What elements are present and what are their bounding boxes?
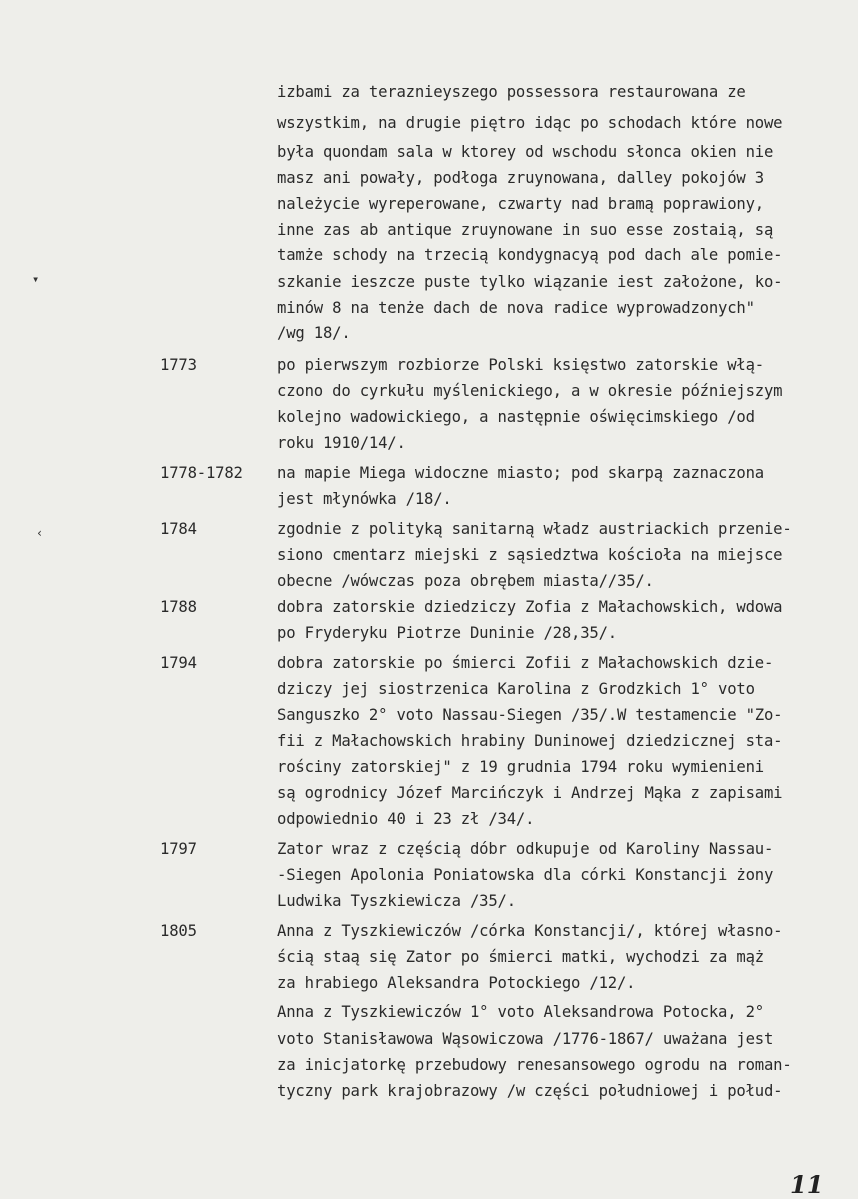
text-line: za hrabiego Aleksandra Potockiego /12/. <box>277 974 636 992</box>
text-line: Zator wraz z częścią dóbr odkupuje od Karoliny Nassau- <box>277 840 774 858</box>
text-line: inne zas ab antique zruynowane in suo esse zostaią, są <box>277 221 774 239</box>
entry-year: 1794 <box>160 654 197 672</box>
text-line: tyczny park krajobrazowy /w części południowej i połud- <box>277 1082 783 1100</box>
text-line: dziczy jej siostrzenica Karolina z Grodzkich 1° voto <box>277 680 755 698</box>
entry-year: 1773 <box>160 356 197 374</box>
entry-year: 1788 <box>160 598 197 616</box>
text-line: po Fryderyku Piotrze Duninie /28,35/. <box>277 624 617 642</box>
entry-year: 1778-1782 <box>160 464 243 482</box>
text-line: zgodnie z polityką sanitarną władz austriackich przenie- <box>277 520 792 538</box>
text-line: po pierwszym rozbiorze Polski księstwo zatorskie włą- <box>277 356 764 374</box>
text-line: kolejno wadowickiego, a następnie oświęcimskiego /od <box>277 408 755 426</box>
margin-mark: ‹ <box>36 526 44 540</box>
entry-year: 1797 <box>160 840 197 858</box>
text-line: wszystkim, na drugie piętro idąc po schodach które nowe <box>277 114 783 132</box>
text-line: -Siegen Apolonia Poniatowska dla córki Konstancji żony <box>277 866 774 884</box>
text-line: są ogrodnicy Józef Marcińczyk i Andrzej Mąka z zapisami <box>277 784 783 802</box>
text-line: masz ani powały, podłoga zruynowana, dalley pokojów 3 <box>277 169 764 187</box>
text-line: Anna z Tyszkiewiczów /córka Konstancji/, której własno- <box>277 922 783 940</box>
text-line: voto Stanisławowa Wąsowiczowa /1776-1867/ uważana jest <box>277 1030 774 1048</box>
text-line: obecne /wówczas poza obrębem miasta//35/. <box>277 572 654 590</box>
text-line: siono cmentarz miejski z sąsiedztwa kościoła na miejsce <box>277 546 783 564</box>
text-line: minów 8 na tenże dach de nova radice wyprowadzonych" <box>277 299 755 317</box>
margin-mark: ▾ <box>32 272 40 286</box>
text-line: za inicjatorkę przebudowy renesansowego ogrodu na roman- <box>277 1056 792 1074</box>
text-line: roku 1910/14/. <box>277 434 406 452</box>
text-line: /wg 18/. <box>277 324 351 342</box>
text-line: tamże schody na trzecią kondygnacyą pod dach ale pomie- <box>277 246 783 264</box>
text-line: fii z Małachowskich hrabiny Duninowej dziedzicznej sta- <box>277 732 783 750</box>
text-line: na mapie Miega widoczne miasto; pod skarpą zaznaczona <box>277 464 764 482</box>
page-number: 11 <box>790 1170 824 1199</box>
text-line: należycie wyreperowane, czwarty nad bramą poprawiony, <box>277 195 764 213</box>
text-line: dobra zatorskie dziedziczy Zofia z Małachowskich, wdowa <box>277 598 783 616</box>
entry-year: 1784 <box>160 520 197 538</box>
text-line: ścią staą się Zator po śmierci matki, wychodzi za mąż <box>277 948 764 966</box>
text-line: Anna z Tyszkiewiczów 1° voto Aleksandrowa Potocka, 2° <box>277 1003 764 1021</box>
text-line: szkanie ieszcze puste tylko wiązanie iest założone, ko- <box>277 273 783 291</box>
text-line: odpowiednio 40 i 23 zł /34/. <box>277 810 535 828</box>
entry-year: 1805 <box>160 922 197 940</box>
text-line: Sanguszko 2° voto Nassau-Siegen /35/.W testamencie "Zo- <box>277 706 783 724</box>
text-line: rościny zatorskiej" z 19 grudnia 1794 roku wymienieni <box>277 758 764 776</box>
text-line: czono do cyrkułu myślenickiego, a w okresie późniejszym <box>277 382 783 400</box>
text-line: Ludwika Tyszkiewicza /35/. <box>277 892 516 910</box>
text-line: jest młynówka /18/. <box>277 490 452 508</box>
text-line: była quondam sala w ktorey od wschodu słonca okien nie <box>277 143 774 161</box>
text-line: dobra zatorskie po śmierci Zofii z Małachowskich dzie- <box>277 654 774 672</box>
text-line: izbami za teraznieyszego possessora restaurowana ze <box>277 83 746 101</box>
